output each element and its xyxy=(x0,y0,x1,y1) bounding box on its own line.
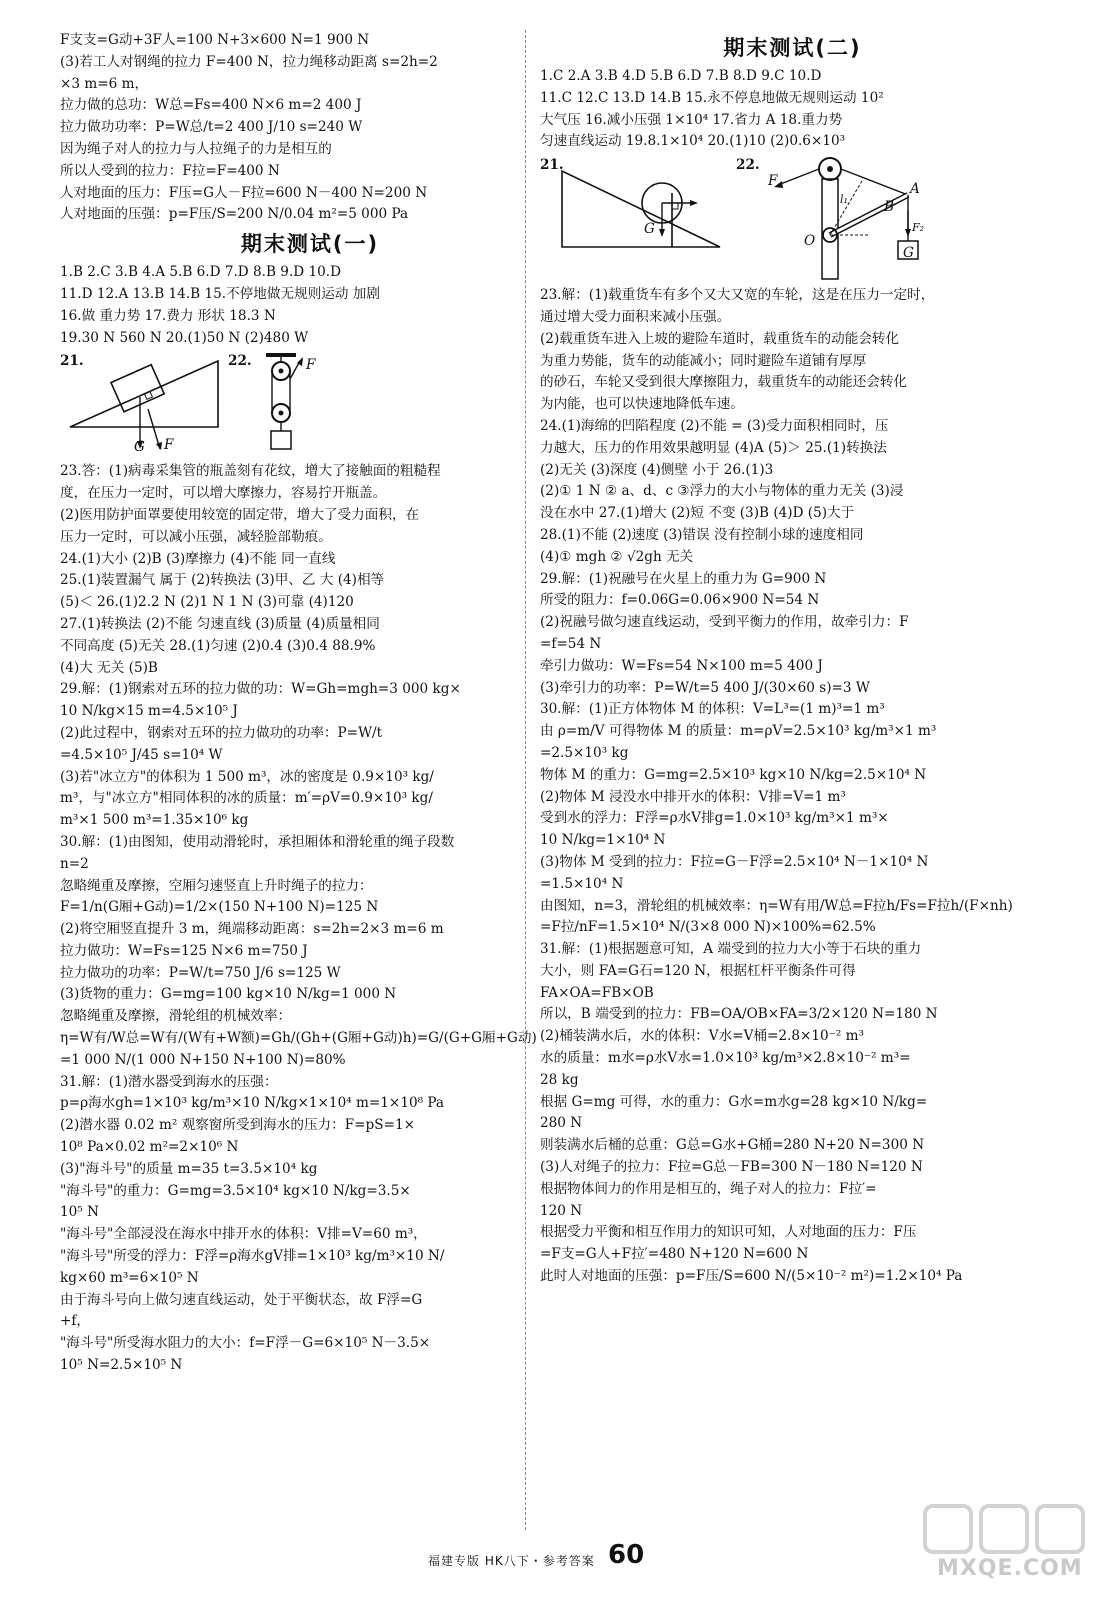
page-footer xyxy=(400,1540,720,1580)
text-line: 力越大，压力的作用效果越明显 (4)A (5)＞ 25.(1)转换法 xyxy=(540,439,887,456)
text-line: m³×1 500 m³=1.35×10⁶ kg xyxy=(60,812,249,829)
left-answer-list xyxy=(60,262,560,349)
text-line: 31.解：(1)潜水器受到海水的压强： xyxy=(60,1073,278,1090)
text-line: (2)祝融号做匀速直线运动，受到平衡力的作用，故牵引力：F xyxy=(540,614,909,631)
text-line: 29.解：(1)祝融号在火星上的重力为 G=900 N xyxy=(540,570,827,587)
text-line: 30.解：(1)正方体物体 M 的体积：V=L³=(1 m)³=1 m³ xyxy=(540,701,885,718)
text-line: 10⁵ N=2.5×10⁵ N xyxy=(60,1357,183,1374)
mark-g-r: G xyxy=(644,221,655,238)
text-line: 人对地面的压力：F压=G人－F拉=600 N－400 N=200 N xyxy=(60,184,428,201)
text-line: m³，与"冰立方"相同体积的冰的质量：m′=ρV=0.9×10³ kg/ xyxy=(60,790,433,807)
text-line: 10 N/kg=1×10⁴ N xyxy=(540,832,666,849)
text-line: 31.解：(1)根据题意可知，A 端受到的拉力大小等于石块的重力 xyxy=(540,941,922,958)
text-line: 25.(1)装置漏气 属于 (2)转换法 (3)甲、乙 大 (4)相等 xyxy=(60,572,385,589)
text-line: ×3 m=6 m， xyxy=(60,75,149,92)
right-column xyxy=(540,30,1045,1288)
text-line: 由于海斗号向上做匀速直线运动，处于平衡状态，故 F浮=G xyxy=(60,1291,423,1308)
section-title-final-test-2: 期末测试(二) xyxy=(723,36,862,60)
text-line: +f， xyxy=(60,1313,91,1330)
text-line: (2)桶装满水后，水的体积：V水=V桶=2.8×10⁻² m³ xyxy=(540,1028,864,1045)
text-line: 通过增大受力面积来减小压强。 xyxy=(540,308,731,325)
left-top-solution xyxy=(60,30,560,226)
text-line: 1.B 2.C 3.B 4.A 5.B 6.D 7.D 8.B 9.D 10.D xyxy=(60,264,342,281)
text-line: 24.(1)海绵的凹陷程度 (2)不能 = (3)受力面积相同时，压 xyxy=(540,417,889,434)
text-line: 拉力做功：W=Fs=125 N×6 m=750 J xyxy=(60,942,308,959)
text-line: 27.(1)转换法 (2)不能 匀速直线 (3)质量 (4)质量相同 xyxy=(60,615,380,632)
text-line: η=W有/W总=W有/(W有+W额)=Gh/(Gh+(G厢+G动)h)=G/(G+G厢+G动) xyxy=(60,1030,537,1047)
text-line: (3)若"冰立方"的体积为 1 500 m³，冰的密度是 0.9×10³ kg/ xyxy=(60,768,434,785)
text-line: 水的质量：m水=ρ水V水=1.0×10³ kg/m³×2.8×10⁻² m³= xyxy=(540,1050,911,1067)
text-line: (3)"海斗号"的质量 m=35 t=3.5×10⁴ kg xyxy=(60,1160,318,1177)
text-line: (4)① mgh ② √2gh 无关 xyxy=(540,548,694,565)
text-line: 根据物体间力的作用是相互的，绳子对人的拉力：F拉′= xyxy=(540,1180,877,1197)
text-line: p=ρ海水gh=1×10³ kg/m³×10 N/kg×1×10⁴ m=1×10⁸ Pa xyxy=(60,1095,445,1112)
text-line: 23.解：(1)载重货车有多个又大又宽的车轮，这是在压力一定时， xyxy=(540,287,935,304)
text-line: 为重力势能，货车的动能减小；同时避险车道铺有厚厚 xyxy=(540,352,867,369)
text-line: 大小，则 FA=G石=120 N，根据杠杆平衡条件可得 xyxy=(540,962,856,979)
text-line: n=2 xyxy=(60,855,89,872)
text-line: =4.5×10⁵ J/45 s=10⁴ W xyxy=(60,746,223,763)
right-solutions xyxy=(540,285,1045,1288)
text-line: 23.答：(1)病毒采集管的瓶盖刻有花纹，增大了接触面的粗糙程 xyxy=(60,463,441,480)
text-line: 10⁸ Pa×0.02 m²=2×10⁶ N xyxy=(60,1139,239,1156)
watermark-logo-icon xyxy=(915,1500,1105,1560)
text-line: 度，在压力一定时，可以增大摩擦力，容易拧开瓶盖。 xyxy=(60,485,387,502)
text-line: "海斗号"全部浸没在海水中排开水的体积：V排=V=60 m³， xyxy=(60,1226,427,1243)
text-line: 拉力做功功率：P=W总/t=2 400 J/10 s=240 W xyxy=(60,119,363,136)
mark-f2: F xyxy=(306,357,316,374)
text-line: (2)潜水器 0.02 m² 观察窗所受到海水的压力：F=pS=1× xyxy=(60,1117,415,1134)
text-line: 19.30 N 560 N 20.(1)50 N (2)480 W xyxy=(60,329,309,346)
text-line: 11.C 12.C 13.D 14.B 15.永不停息地做无规则运动 10² xyxy=(540,89,884,106)
text-line: (2)将空厢竖直提升 3 m，绳端移动距离：s=2h=2×3 m=6 m xyxy=(60,921,444,938)
text-line: 29.解：(1)钢索对五环的拉力做的功：W=Gh=mgh=3 000 kg× xyxy=(60,681,461,698)
mark-a: A xyxy=(910,181,920,198)
fig-label-21: 21. xyxy=(60,353,84,370)
text-line: (2)物体 M 浸没水中排开水的体积：V排=V=1 m³ xyxy=(540,788,846,805)
text-line: kg×60 m³=6×10⁵ N xyxy=(60,1269,199,1286)
text-line: F=1/n(G厢+G动)=1/2×(150 N+100 N)=125 N xyxy=(60,899,379,916)
left-column xyxy=(60,30,560,1377)
text-line: 28 kg xyxy=(540,1071,579,1088)
text-line: FA×OA=FB×OB xyxy=(540,984,654,1001)
text-line: 16.做 重力势 17.费力 形状 18.3 N xyxy=(60,307,276,324)
page-number: 60 xyxy=(608,1540,645,1570)
text-line: 拉力做的总功：W总=Fs=400 N×6 m=2 400 J xyxy=(60,97,362,114)
text-line: 280 N xyxy=(540,1115,583,1132)
mark-g: G xyxy=(134,439,145,456)
text-line: 牵引力做功：W=Fs=54 N×100 m=5 400 J xyxy=(540,657,823,674)
text-line: 因为绳子对人的拉力与人拉绳子的力是相互的 xyxy=(60,140,332,157)
text-line: (3)物体 M 受到的拉力：F拉=G－F浮=2.5×10⁴ N－1×10⁴ N xyxy=(540,853,929,870)
text-line: =1.5×10⁴ N xyxy=(540,875,624,892)
text-line: 24.(1)大小 (2)B (3)摩擦力 (4)不能 同一直线 xyxy=(60,550,336,567)
text-line: 所受的阻力：f=0.06G=0.06×900 N=54 N xyxy=(540,592,820,609)
fig-label-22r: 22. xyxy=(736,157,760,174)
text-line: 120 N xyxy=(540,1202,583,1219)
text-line: 根据受力平衡和相互作用力的知识可知，人对地面的压力：F压 xyxy=(540,1224,917,1241)
text-line: 没在水中 27.(1)增大 (2)短 不变 (3)B (4)D (5)大于 xyxy=(540,505,855,522)
mark-f-r: F xyxy=(768,173,778,190)
text-line: 大气压 16.减小压强 1×10⁴ 17.省力 A 18.重力势 xyxy=(540,111,843,128)
text-line: 人对地面的压强：p=F压/S=200 N/0.04 m²=5 000 Pa xyxy=(60,206,409,223)
text-line: (3)人对绳子的拉力：F拉=G总－FB=300 N－180 N=120 N xyxy=(540,1159,923,1176)
text-line: =F拉/nF=1.5×10⁴ N/(3×8 000 N)×100%=62.5% xyxy=(540,919,876,936)
site-watermark xyxy=(915,1500,1105,1590)
text-line: 28.(1)不能 (2)速度 (3)错误 没有控制小球的速度相同 xyxy=(540,526,864,543)
text-line: 1.C 2.A 3.B 4.D 5.B 6.D 7.B 8.D 9.C 10.D xyxy=(540,68,822,84)
mark-b: B xyxy=(884,199,894,216)
text-line: 为内能，也可以快速地降低车速。 xyxy=(540,396,744,413)
text-line: F支支=G动+3F人=100 N+3×600 N=1 900 N xyxy=(60,32,370,48)
text-line: =1 000 N/(1 000 N+150 N+100 N)=80% xyxy=(60,1051,346,1068)
text-line: (5)＜ 26.(1)2.2 N (2)1 N 1 N (3)可靠 (4)120 xyxy=(60,594,354,611)
incline-block-figure xyxy=(68,355,228,455)
text-line: 则装满水后桶的总重：G总=G水+G桶=280 N+20 N=300 N xyxy=(540,1137,925,1154)
text-line: 匀速直线运动 19.8.1×10⁴ 20.(1)10 (2)0.6×10³ xyxy=(540,133,846,150)
text-line: 10 N/kg×15 m=4.5×10⁵ J xyxy=(60,703,238,720)
text-line: 30.解：(1)由图知，使用动滑轮时，承担厢体和滑轮重的绳子段数 xyxy=(60,833,455,850)
text-line: "海斗号"所受的浮力：F浮=ρ海水gV排=1×10³ kg/m³×10 N/ xyxy=(60,1248,445,1265)
text-line: 11.D 12.A 13.B 14.B 15.不停地做无规则运动 加剧 xyxy=(60,285,380,302)
section-title-final-test-1: 期末测试(一) xyxy=(240,232,380,257)
text-line: 所以人受到的拉力：F拉=F=400 N xyxy=(60,162,280,179)
text-line: (2)医用防护面罩要使用较宽的固定带，增大了受力面积，在 xyxy=(60,506,420,523)
text-line: "海斗号"的重力：G=mg=3.5×10⁴ kg×10 N/kg=3.5× xyxy=(60,1182,411,1199)
text-line: 由 ρ=m/V 可得物体 M 的质量：m=ρV=2.5×10³ kg/m³×1 m³ xyxy=(540,723,937,740)
text-line: 拉力做功的功率：P=W/t=750 J/6 s=125 W xyxy=(60,964,341,981)
left-figures xyxy=(60,351,560,459)
text-line: (2)载重货车进入上坡的避险车道时，载重货车的动能会转化 xyxy=(540,330,900,347)
right-figures xyxy=(540,155,1045,283)
footer-text: 福建专版 HK八下・参考答案 xyxy=(428,1554,595,1568)
text-line: 根据 G=mg 可得，水的重力：G水=m水g=28 kg×10 N/kg= xyxy=(540,1093,928,1110)
text-line: 受到水的浮力：F浮=ρ水V排g=1.0×10³ kg/m³×1 m³× xyxy=(540,810,889,827)
text-line: (3)货物的重力：G=mg=100 kg×10 N/kg=1 000 N xyxy=(60,986,397,1003)
mark-o: O xyxy=(804,233,816,250)
text-line: 所以，B 端受到的拉力：FB=OA/OB×FA=3/2×120 N=180 N xyxy=(540,1006,938,1023)
left-solutions xyxy=(60,461,560,1376)
mark-l1: l₁ xyxy=(840,193,848,207)
mark-f2-r: F₂ xyxy=(912,221,925,235)
text-line: (4)大 无关 (5)B xyxy=(60,659,158,676)
text-line: 不同高度 (5)无关 28.(1)匀速 (2)0.4 (3)0.4 88.9% xyxy=(60,637,376,654)
text-line: 物体 M 的重力：G=mg=2.5×10³ kg×10 N/kg=2.5×10⁴ N xyxy=(540,766,927,783)
fig-label-22: 22. xyxy=(228,353,252,370)
lever-pulley-figure xyxy=(758,155,978,281)
text-line: 此时人对地面的压强：p=F压/S=600 N/(5×10⁻² m²)=1.2×10⁴ Pa xyxy=(540,1268,963,1285)
watermark-text: MXQE.COM xyxy=(937,1556,1083,1581)
text-line: 由图知，n=3，滑轮组的机械效率：η=W有用/W总=F拉h/Fs=F拉h/(F×nh) xyxy=(540,897,1013,914)
mark-f: F xyxy=(164,437,174,454)
right-answer-list xyxy=(540,66,1045,153)
text-line: (3)若工人对钢绳的拉力 F=400 N，拉力绳移动距离 s=2h=2 xyxy=(60,53,438,70)
text-line: =F支=G人+F拉′=480 N+120 N=600 N xyxy=(540,1246,809,1263)
text-line: =2.5×10³ kg xyxy=(540,744,629,761)
mark-g2-r: G xyxy=(903,245,914,262)
text-line: 忽略绳重及摩擦，空厢匀速竖直上升时绳子的拉力： xyxy=(60,877,373,894)
text-line: (2)无关 (3)深度 (4)侧壁 小于 26.(1)3 xyxy=(540,461,774,478)
text-line: =f=54 N xyxy=(540,635,602,652)
text-line: 压力一定时，可以减小压强，减轻脸部勒痕。 xyxy=(60,528,332,545)
text-line: (2)此过程中，钢索对五环的拉力做功的功率：P=W/t xyxy=(60,724,383,741)
text-line: (2)① 1 N ② a、d、c ③浮力的大小与物体的重力无关 (3)浸 xyxy=(540,483,904,500)
text-line: 忽略绳重及摩擦，滑轮组的机械效率： xyxy=(60,1008,292,1025)
ball-incline-figure xyxy=(560,163,730,255)
text-line: (3)牵引力的功率：P=W/t=5 400 J/(30×60 s)=3 W xyxy=(540,679,870,696)
text-line: "海斗号"所受海水阻力的大小：f=F浮－G=6×10⁵ N－3.5× xyxy=(60,1335,431,1352)
text-line: 的砂石，车轮又受到很大摩擦阻力，载重货车的动能还会转化 xyxy=(540,374,908,391)
text-line: 10⁵ N xyxy=(60,1204,99,1221)
fig-label-21r: 21. xyxy=(540,157,564,174)
